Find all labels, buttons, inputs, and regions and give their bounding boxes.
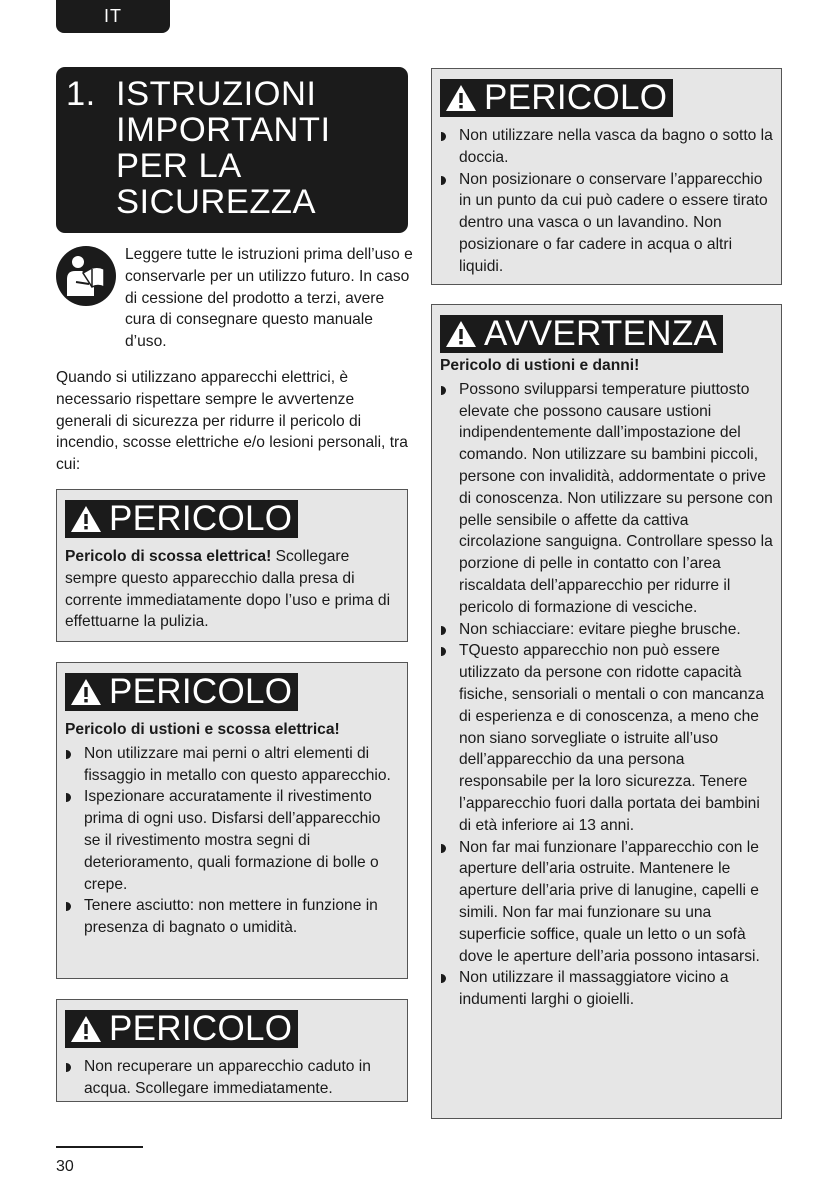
danger-box-burns-shock — [56, 662, 408, 979]
warning-box-burns-damage — [431, 304, 782, 1119]
box-lead-bold: Pericolo di ustioni e danni! — [440, 357, 640, 374]
list-item: Tenere asciutto: non mettere in funzione in presenza di bagnato o umidità. — [65, 895, 399, 939]
box-lead — [65, 546, 399, 633]
danger-header — [65, 500, 298, 538]
section-title-line: PER LA — [116, 147, 242, 185]
section-title — [56, 67, 408, 233]
list-item: Non far mai funzionare l’apparecchio con le aperture dell’aria ostruite. Mantenere le aperture dell’aria prive di lanugine, capelli e simili. Non far mai funzionare su una superficie soffice, quale un letto o un sofà dove le aperture dell’aria possono intasarsi. — [440, 837, 773, 968]
warning-triangle-icon — [444, 319, 478, 349]
bullet-list — [65, 1056, 399, 1100]
section-title-line: ISTRUZIONI — [116, 75, 317, 113]
danger-box-water — [56, 999, 408, 1102]
danger-header-label: PERICOLO — [109, 1009, 293, 1048]
warning-triangle-icon — [69, 1014, 103, 1044]
list-item: Non utilizzare mai perni o altri elementi di fissaggio in metallo con questo apparecchio. — [65, 743, 399, 787]
box-lead-bold: Pericolo di scossa elettrica! — [65, 548, 272, 565]
section-title-line: IMPORTANTI — [116, 111, 331, 149]
danger-header — [65, 1010, 298, 1048]
list-item: Ispezionare accuratamente il rivestimento prima di ogni uso. Disfarsi dell’apparecchio se il rivestimento mostra segni di deterioramento, quali formazione di bolle o crepe. — [65, 786, 399, 895]
footer-rule — [56, 1146, 143, 1148]
danger-header — [65, 673, 298, 711]
bullet-list — [440, 125, 773, 278]
list-item: TQuesto apparecchio non può essere utilizzato da persone con ridotte capacità fisiche, sensoriali o mentali o con mancanza di esperienza e di conoscenza, a meno che non siano sorvegliate o istruite all’uso dell’apparecchio da una persona responsabile per la loro sicurezza. Tenere l’apparecchio fuori dalla portata dei bambini di età inferiore ai 13 anni. — [440, 640, 773, 836]
warning-header — [440, 315, 723, 353]
page-number: 30 — [56, 1158, 74, 1175]
danger-header — [440, 79, 673, 117]
box-lead — [440, 355, 773, 377]
danger-header-label: PERICOLO — [109, 672, 293, 711]
warning-header-label: AVVERTENZA — [484, 314, 718, 353]
list-item: Non utilizzare il massaggiatore vicino a indumenti larghi o gioielli. — [440, 967, 773, 1011]
bullet-list — [440, 379, 773, 1011]
section-number: 1. — [66, 75, 96, 113]
danger-box-electric-shock — [56, 489, 408, 642]
list-item: Non utilizzare nella vasca da bagno o sotto la doccia. — [440, 125, 773, 169]
danger-box-bath — [431, 68, 782, 285]
danger-header-label: PERICOLO — [484, 78, 668, 117]
box-lead-bold: Pericolo di ustioni e scossa elettrica! — [65, 721, 340, 738]
box-lead-text: Scollegare sempre questo apparecchio dalla presa di corrente immediatamente dopo l’uso e prima di effettuarne la pulizia. — [65, 548, 391, 631]
warning-triangle-icon — [69, 677, 103, 707]
body-text: Quando si utilizzano apparecchi elettrici, è necessario rispettare sempre le avvertenze generali di sicurezza per ridurre il pericolo di incendio, scosse elettriche e/o lesioni personali, tra cui: — [56, 369, 408, 474]
warning-triangle-icon — [444, 83, 478, 113]
bullet-list — [65, 743, 399, 939]
danger-header-label: PERICOLO — [109, 499, 293, 538]
intro-text: Leggere tutte le istruzioni prima dell’uso e conservarle per un utilizzo futuro. In caso di cessione del prodotto a terzi, avere cura di consegnare questo manuale d’uso. — [125, 246, 413, 351]
list-item: Non posizionare o conservare l’apparecchio in un punto da cui può cadere o essere tirato dentro una vasca o un lavandino. Non posizionare o far cadere in acqua o altri liquidi. — [440, 169, 773, 278]
list-item: Non recuperare un apparecchio caduto in acqua. Scollegare immediatamente. — [65, 1056, 399, 1100]
language-tab: IT — [56, 0, 170, 33]
warning-triangle-icon — [69, 504, 103, 534]
box-lead — [65, 719, 399, 741]
list-item: Possono svilupparsi temperature piuttosto elevate che possono causare ustioni indipendentemente dall’impostazione del comando. Non utilizzare su bambini piccoli, persone con invalidità, addormentate o prive di conoscenza. Non utilizzare su persone con pelle sensibile o affette da cattiva circolazione sanguigna. Controllare spesso la porzione di pelle in contatto con l’area riscaldata dell’apparecchio per ridurre il pericolo di formazione di vesciche. — [440, 379, 773, 619]
read-manual-icon — [56, 246, 116, 306]
list-item: Non schiacciare: evitare pieghe brusche. — [440, 619, 773, 641]
section-title-line: SICUREZZA — [116, 183, 317, 221]
